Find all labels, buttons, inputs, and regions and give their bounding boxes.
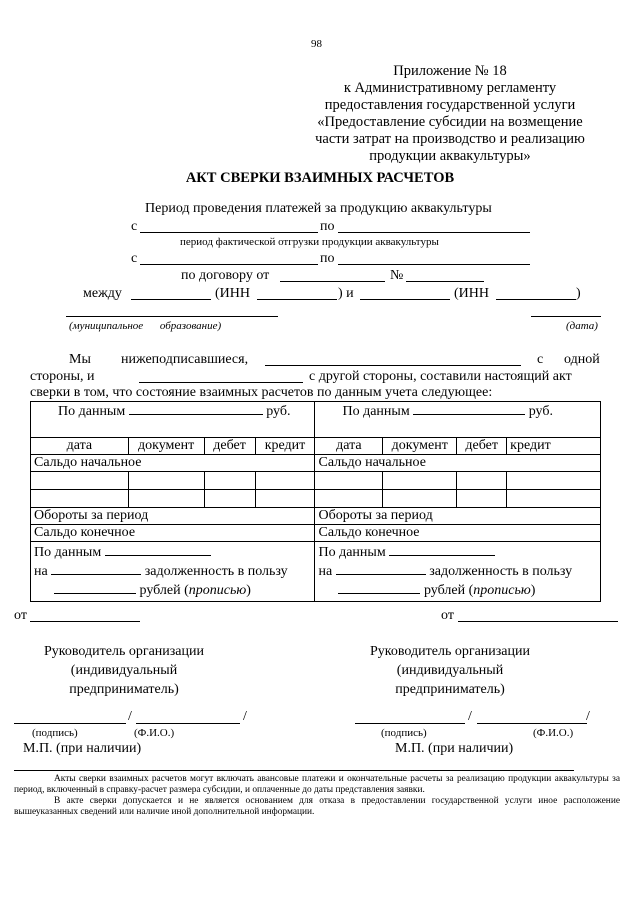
date-caption: (дата) [566, 320, 598, 332]
inn-label-2: (ИНН [454, 286, 489, 301]
col-header-credit: кредит [507, 438, 601, 455]
fio-caption-left: (Ф.И.О.) [134, 727, 175, 739]
to-date-line-2[interactable] [338, 264, 530, 265]
rub-label: руб. [266, 404, 291, 419]
rubles-line[interactable] [338, 581, 420, 594]
contract-date-line[interactable] [280, 281, 385, 282]
fio-line-left[interactable] [136, 723, 240, 724]
contract-number-line[interactable] [406, 281, 484, 282]
municipal-line[interactable] [66, 316, 278, 317]
from-date-line[interactable] [140, 232, 318, 233]
col-header-document: документ [383, 438, 457, 455]
debt-label: задолженность в пользу [429, 564, 573, 579]
table-cell[interactable] [383, 490, 457, 508]
col-header-date: дата [31, 438, 129, 455]
to-label-2: по [320, 251, 335, 266]
fio-line-right[interactable] [477, 723, 587, 724]
party2-line[interactable] [360, 299, 450, 300]
appendix-line: части затрат на производство и реализацию [315, 131, 585, 147]
table-cell[interactable] [315, 490, 383, 508]
on-line[interactable] [51, 562, 141, 575]
head-line: предприниматель) [69, 682, 179, 697]
by-data-label: По данным [58, 404, 126, 419]
slash: / [243, 709, 247, 724]
by-data-line[interactable] [413, 402, 525, 415]
table-cell[interactable] [128, 490, 204, 508]
signature-line-right[interactable] [355, 723, 465, 724]
other-party-line[interactable] [139, 382, 303, 383]
table-cell[interactable] [31, 472, 129, 490]
to-label: по [320, 219, 335, 234]
inn-label-1: (ИНН [215, 286, 250, 301]
rub-label: руб. [528, 404, 553, 419]
footnote-p2: В акте сверки допускается и не является основанием для отказа в предоставлении государственной услуги иное расположение вышеуказанных сведений или наличие иной дополнительной информации. [14, 796, 620, 817]
number-sign: № [390, 268, 404, 283]
turnover-right: Обороты за период [315, 508, 601, 525]
between-label: между [83, 286, 122, 301]
para-line-2a: стороны, и [30, 369, 95, 384]
by-data-line[interactable] [129, 402, 263, 415]
col-header-document: документ [128, 438, 204, 455]
signature-line-left[interactable] [14, 723, 126, 724]
stamp-right: М.П. (при наличии) [395, 741, 514, 756]
municipal-caption: (муниципальное образование) [69, 320, 222, 332]
reconciliation-table [30, 401, 601, 602]
rubles-line[interactable] [54, 581, 136, 594]
appendix-line: «Предоставление субсидии на возмещение [317, 114, 583, 130]
slash: / [586, 709, 590, 724]
table-cell[interactable] [507, 490, 601, 508]
head-line: Руководитель организации [370, 644, 530, 659]
opening-balance-right: Сальдо начальное [315, 455, 601, 472]
sign-caption-left: (подпись) [32, 727, 78, 739]
appendix-line: продукции аквакультуры» [369, 148, 531, 164]
table-cell[interactable] [204, 472, 255, 490]
close-paren: ) [576, 286, 581, 301]
para-word-3: с [537, 352, 544, 367]
inn1-line[interactable] [257, 299, 337, 300]
contract-label: по договору от [181, 268, 270, 283]
appendix-line: Приложение № 18 [393, 63, 507, 79]
col-header-debit: дебет [204, 438, 255, 455]
head-line: предприниматель) [395, 682, 505, 697]
by-data-line-2[interactable] [389, 543, 495, 556]
opening-balance-left: Сальдо начальное [31, 455, 315, 472]
col-header-date: дата [315, 438, 383, 455]
table-cell[interactable] [31, 490, 129, 508]
by-data-label-2: По данным [34, 545, 102, 560]
signature-head-right [362, 642, 538, 699]
on-label: на [34, 564, 48, 579]
para-line-3: сверки в том, что состояние взаимных расчетов по данным учета следующее: [30, 385, 493, 400]
appendix-header [300, 63, 600, 165]
appendix-line: предоставления государственной услуги [324, 97, 576, 113]
closing-balance-right: Сальдо конечное [315, 525, 601, 542]
debt-block-right: По данным на задолженность в пользу рублей (прописью) [315, 542, 601, 602]
shipment-period-caption: период фактической отгрузки продукции аквакультуры [180, 236, 439, 248]
head-line: (индивидуальный [70, 663, 178, 678]
para-word-2: нижеподписавшиеся, [121, 352, 249, 367]
date-line[interactable] [531, 316, 601, 317]
in-words-label: прописью [473, 583, 531, 598]
debt-block-left: По данным на задолженность в пользу рублей (прописью) [31, 542, 315, 602]
sign-caption-right: (подпись) [381, 727, 427, 739]
and-label: ) и [338, 286, 354, 301]
right-by-data-cell [315, 402, 601, 438]
from-label: с [131, 219, 138, 234]
head-line: (индивидуальный [396, 663, 504, 678]
by-data-label-2: По данным [318, 545, 386, 560]
col-header-credit: кредит [255, 438, 315, 455]
closing-balance-left: Сальдо конечное [31, 525, 315, 542]
left-by-data-cell [31, 402, 315, 438]
footnote-divider [14, 770, 574, 771]
table-cell[interactable] [315, 472, 383, 490]
stamp-left: М.П. (при наличии) [23, 741, 142, 756]
rubles-label: рублей [423, 583, 466, 598]
table-cell[interactable] [507, 472, 601, 490]
from-date-label-left: от [14, 608, 27, 623]
table-cell[interactable] [457, 490, 507, 508]
para-word-1: Мы [69, 352, 91, 367]
footnote-p1: Акты сверки взаимных расчетов могут включать авансовые платежи и окончательные расчеты за реализацию продукции аквакультуры за период, включенный в справку-расчет размера субсидии, и оплаченные до даты представления заявки. [14, 774, 620, 795]
document-title: АКТ СВЕРКИ ВЗАИМНЫХ РАСЧЕТОВ [185, 170, 455, 186]
by-data-line-2[interactable] [105, 543, 211, 556]
signatory-line[interactable] [265, 365, 521, 366]
from-date-line-left[interactable] [30, 621, 140, 622]
in-words-label: прописью [188, 583, 247, 598]
appendix-line: к Административному регламенту [343, 80, 557, 96]
from-label-2: с [131, 251, 138, 266]
footnote [14, 774, 620, 818]
table-cell[interactable] [383, 472, 457, 490]
table-cell[interactable] [204, 490, 255, 508]
head-line: Руководитель организации [44, 644, 204, 659]
table-cell[interactable] [255, 490, 315, 508]
slash: / [468, 709, 472, 724]
table-cell[interactable] [457, 472, 507, 490]
fio-caption-right: (Ф.И.О.) [533, 727, 574, 739]
debt-label: задолженность в пользу [144, 564, 288, 579]
party1-line[interactable] [131, 299, 211, 300]
col-header-debit: дебет [457, 438, 507, 455]
table-cell[interactable] [128, 472, 204, 490]
para-line-2b: с другой стороны, составили настоящий акт [309, 369, 572, 384]
turnover-left: Обороты за период [31, 508, 315, 525]
period-payments-label: Период проведения платежей за продукцию аквакультуры [145, 201, 492, 216]
on-label: на [318, 564, 333, 579]
from-date-label-right: от [441, 608, 454, 623]
by-data-label: По данным [342, 404, 410, 419]
para-word-4: одной [564, 352, 600, 367]
from-date-line-right[interactable] [458, 621, 618, 622]
inn2-line[interactable] [496, 299, 576, 300]
signature-head-left [36, 642, 212, 699]
to-date-line[interactable] [338, 232, 530, 233]
page-number: 98 [311, 38, 322, 50]
slash: / [128, 709, 132, 724]
rubles-label: рублей [139, 583, 181, 598]
table-cell[interactable] [255, 472, 315, 490]
on-line[interactable] [336, 562, 426, 575]
from-date-line-2[interactable] [140, 264, 318, 265]
